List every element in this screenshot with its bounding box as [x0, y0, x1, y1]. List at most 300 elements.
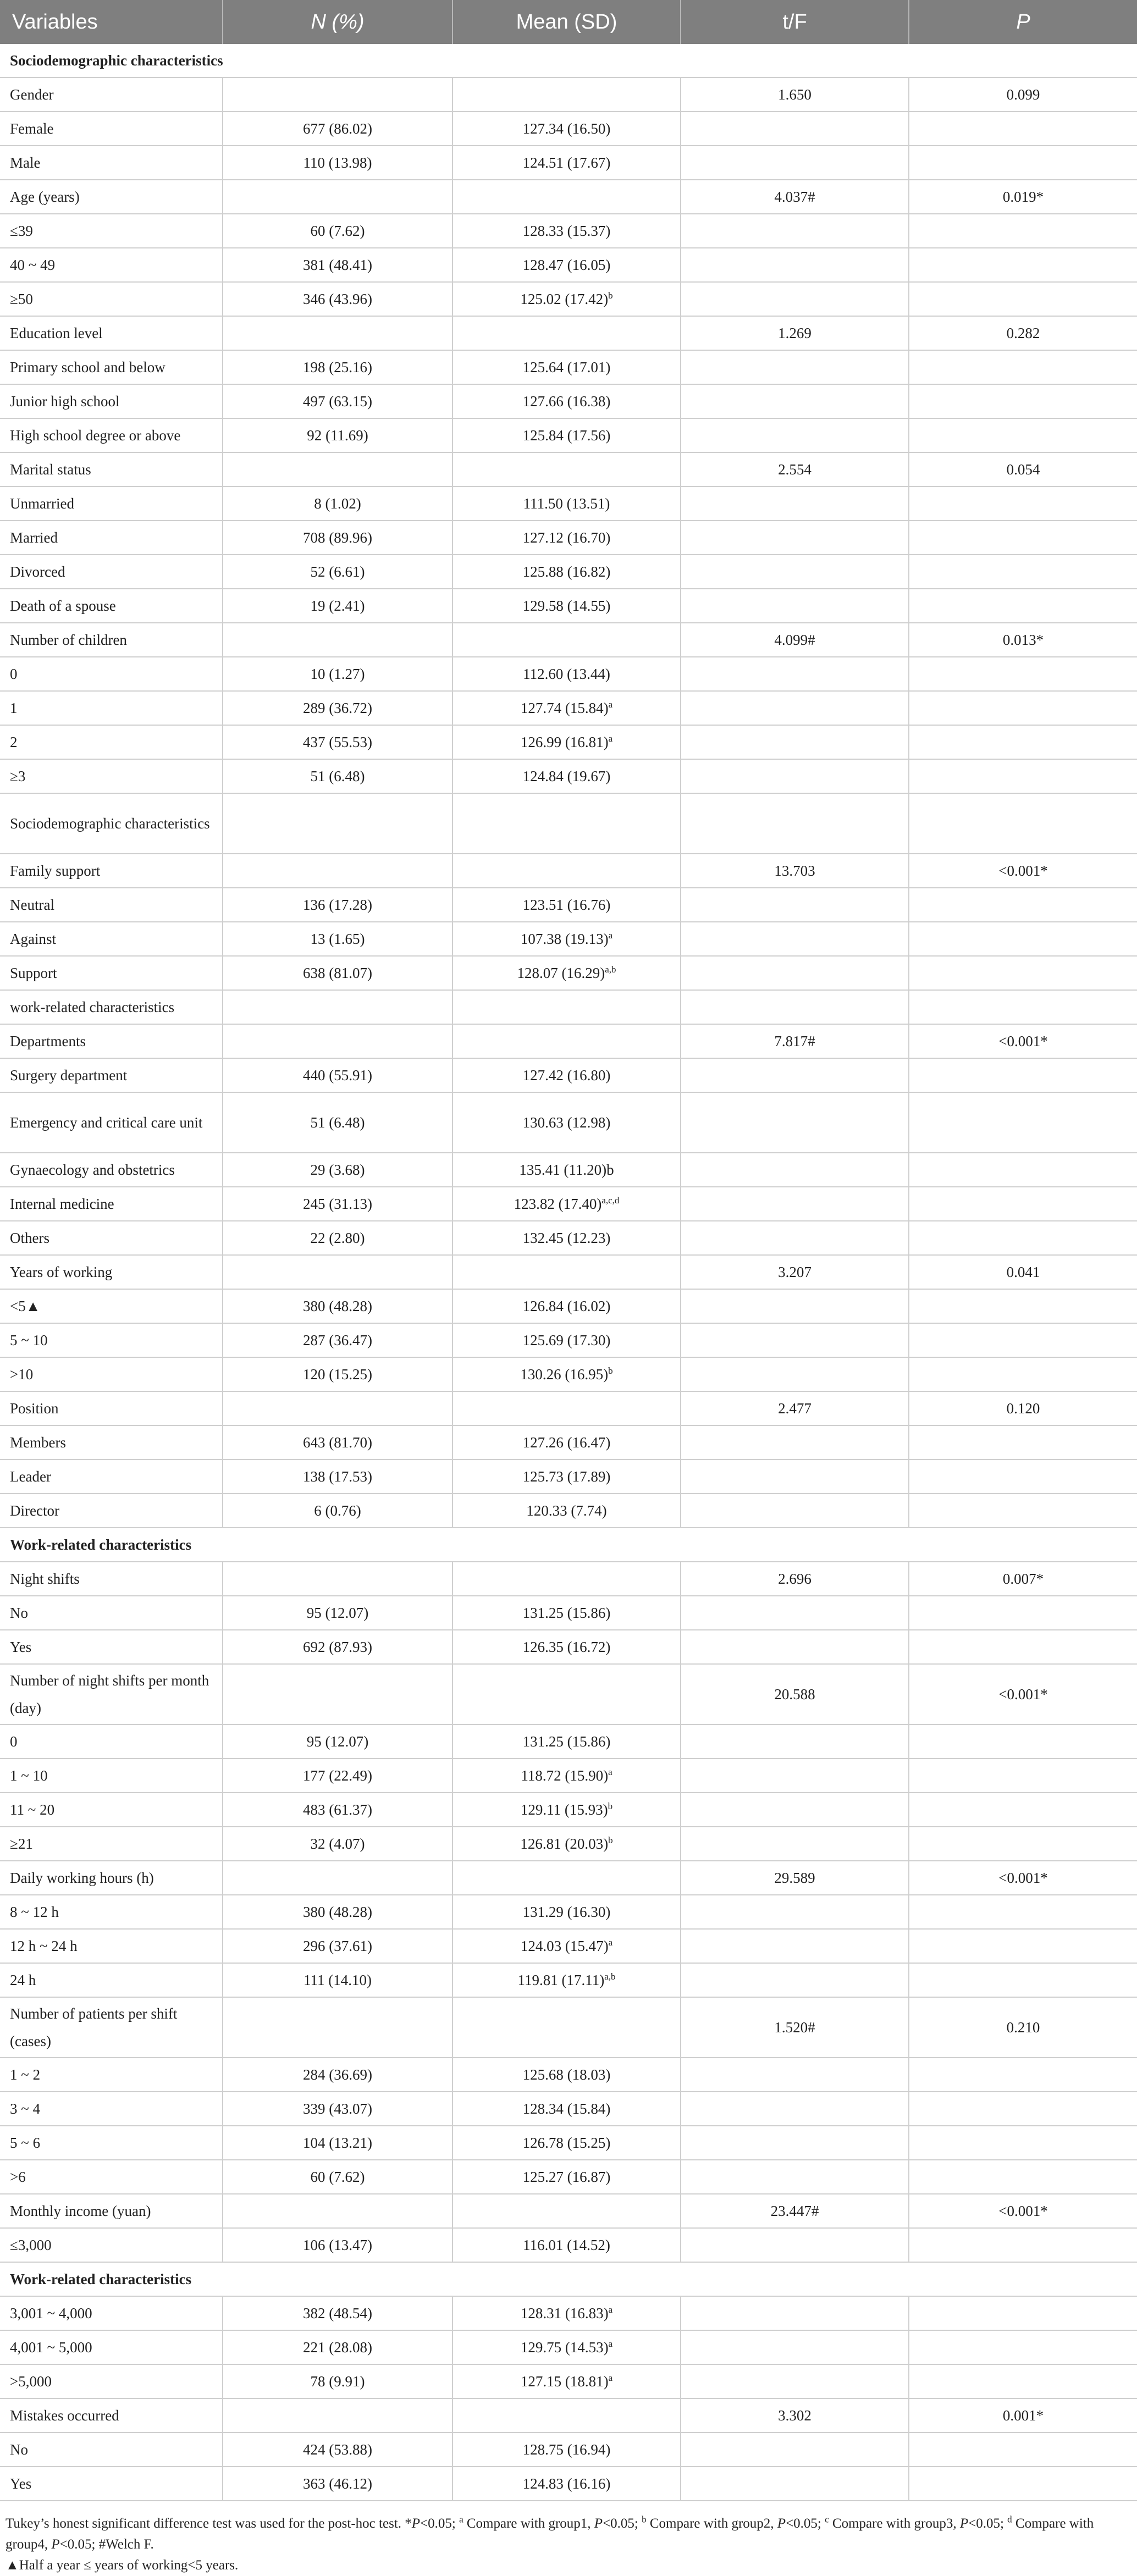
t-f-cell: [681, 1221, 909, 1255]
table-row: [0, 180, 1137, 214]
variable-cell: 3,001 ~ 4,000: [0, 2296, 223, 2330]
mean-sd-cell: [452, 2058, 681, 2092]
mean-sd-value: 126.99 (16.81): [520, 734, 609, 750]
posthoc-superscript: a: [608, 733, 613, 744]
table-row: [0, 44, 1137, 78]
variable-cell: Female: [0, 112, 223, 146]
p-value-cell: [909, 2058, 1137, 2092]
variable-cell: ≥3: [0, 759, 223, 793]
mean-sd-cell: [452, 691, 681, 725]
variable-cell: 8 ~ 12 h: [0, 1895, 223, 1929]
variable-cell: Monthly income (yuan): [0, 2194, 223, 2228]
table-row: [0, 1562, 1137, 1596]
p-value-cell: [909, 1793, 1137, 1827]
section-heading: Sociodemographic characteristics: [0, 44, 1137, 78]
mean-sd-cell: [452, 1759, 681, 1793]
t-f-cell: [681, 384, 909, 418]
t-f-cell: [681, 555, 909, 589]
t-f-cell: [681, 1929, 909, 1963]
mean-sd-cell: [452, 623, 681, 657]
t-f-cell: [681, 2433, 909, 2467]
p-value-cell: [909, 112, 1137, 146]
mean-sd-value: 127.15 (18.81): [520, 2373, 609, 2390]
variable-cell: Departments: [0, 1024, 223, 1058]
variable-cell: 0: [0, 657, 223, 691]
mean-sd-cell: [452, 1963, 681, 1997]
variable-cell: Male: [0, 146, 223, 180]
p-value-cell: <0.001*: [909, 1861, 1137, 1895]
table-row: [0, 521, 1137, 555]
p-value-cell: [909, 990, 1137, 1024]
mean-sd-value: 120.33 (7.74): [526, 1502, 607, 1519]
n-percent-cell: [223, 854, 452, 888]
mean-sd-cell: [452, 2467, 681, 2501]
p-value-cell: [909, 1357, 1137, 1391]
n-percent-cell: 51 (6.48): [223, 759, 452, 793]
table-row: [0, 555, 1137, 589]
p-value-cell: [909, 793, 1137, 854]
variable-cell: Leader: [0, 1460, 223, 1494]
variable-cell: Surgery department: [0, 1058, 223, 1092]
mean-sd-cell: [452, 452, 681, 487]
mean-sd-value: 130.63 (12.98): [522, 1114, 611, 1131]
table-row: [0, 1255, 1137, 1289]
t-f-cell: [681, 1596, 909, 1630]
table-row: [0, 759, 1137, 793]
table-row: [0, 793, 1137, 854]
p-value-cell: [909, 2433, 1137, 2467]
t-f-cell: 1.269: [681, 316, 909, 350]
mean-sd-cell: [452, 1255, 681, 1289]
mean-sd-value: 124.03 (15.47): [520, 1938, 609, 1954]
t-f-cell: [681, 990, 909, 1024]
table-row: [0, 1460, 1137, 1494]
n-percent-cell: [223, 1664, 452, 1724]
n-percent-cell: [223, 1024, 452, 1058]
mean-sd-value: 126.35 (16.72): [522, 1639, 611, 1655]
p-value-cell: [909, 282, 1137, 316]
t-f-cell: [681, 248, 909, 282]
variable-cell: Number of night shifts per month (day): [0, 1664, 223, 1724]
variable-cell: 2: [0, 725, 223, 759]
t-f-cell: [681, 1425, 909, 1460]
mean-sd-cell: [452, 418, 681, 452]
header-t-f: t/F: [681, 0, 909, 44]
t-f-cell: 1.650: [681, 78, 909, 112]
p-value-cell: [909, 2296, 1137, 2330]
p-value-cell: [909, 384, 1137, 418]
mean-sd-cell: [452, 1895, 681, 1929]
mean-sd-cell: [452, 1997, 681, 2058]
header-variables: Variables: [0, 0, 223, 44]
t-f-cell: [681, 1963, 909, 1997]
mean-sd-value: 128.33 (15.37): [522, 223, 611, 239]
variable-cell: Marital status: [0, 452, 223, 487]
n-percent-cell: 638 (81.07): [223, 956, 452, 990]
mean-sd-cell: [452, 214, 681, 248]
posthoc-superscript: b: [608, 1835, 613, 1845]
mean-sd-cell: [452, 1289, 681, 1323]
t-f-cell: [681, 1793, 909, 1827]
t-f-cell: [681, 888, 909, 922]
p-value-cell: [909, 1425, 1137, 1460]
n-percent-cell: 32 (4.07): [223, 1827, 452, 1861]
t-f-cell: [681, 1494, 909, 1528]
table-row: [0, 1963, 1137, 1997]
n-percent-cell: 52 (6.61): [223, 555, 452, 589]
mean-sd-cell: [452, 1092, 681, 1153]
n-percent-cell: 284 (36.69): [223, 2058, 452, 2092]
table-row: [0, 1187, 1137, 1221]
p-value-cell: [909, 2228, 1137, 2262]
table-row: [0, 589, 1137, 623]
p-value-cell: [909, 1827, 1137, 1861]
p-value-cell: [909, 1221, 1137, 1255]
mean-sd-cell: [452, 350, 681, 384]
mean-sd-value: 127.26 (16.47): [522, 1434, 611, 1451]
mean-sd-cell: [452, 1827, 681, 1861]
mean-sd-cell: [452, 1460, 681, 1494]
t-f-cell: 7.817#: [681, 1024, 909, 1058]
table-row: [0, 2228, 1137, 2262]
table-row: [0, 956, 1137, 990]
p-value-cell: <0.001*: [909, 1664, 1137, 1724]
variable-cell: 40 ~ 49: [0, 248, 223, 282]
mean-sd-cell: [452, 1058, 681, 1092]
mean-sd-cell: [452, 1664, 681, 1724]
n-percent-cell: [223, 452, 452, 487]
variable-cell: 12 h ~ 24 h: [0, 1929, 223, 1963]
mean-sd-value: 135.41 (11.20)b: [519, 1162, 614, 1178]
table-row: [0, 1024, 1137, 1058]
p-value-cell: [909, 248, 1137, 282]
p-value-cell: [909, 1289, 1137, 1323]
mean-sd-value: 127.66 (16.38): [522, 393, 611, 410]
t-f-cell: [681, 1153, 909, 1187]
n-percent-cell: 677 (86.02): [223, 112, 452, 146]
variable-cell: >6: [0, 2160, 223, 2194]
variable-cell: Gynaecology and obstetrics: [0, 1153, 223, 1187]
table-row: [0, 854, 1137, 888]
variable-cell: Gender: [0, 78, 223, 112]
table-row: [0, 1827, 1137, 1861]
mean-sd-value: 131.25 (15.86): [522, 1605, 611, 1621]
p-value-cell: [909, 487, 1137, 521]
t-f-cell: 2.554: [681, 452, 909, 487]
mean-sd-value: 129.75 (14.53): [520, 2339, 609, 2356]
n-percent-cell: 382 (48.54): [223, 2296, 452, 2330]
variable-cell: Unmarried: [0, 487, 223, 521]
mean-sd-value: 124.83 (16.16): [522, 2475, 611, 2492]
mean-sd-cell: [452, 2330, 681, 2364]
p-value-cell: [909, 1092, 1137, 1153]
mean-sd-cell: [452, 725, 681, 759]
table-row: [0, 146, 1137, 180]
mean-sd-value: 128.34 (15.84): [522, 2100, 611, 2117]
mean-sd-cell: [452, 854, 681, 888]
n-percent-cell: [223, 2194, 452, 2228]
p-value-cell: [909, 350, 1137, 384]
t-f-cell: [681, 1323, 909, 1357]
variable-cell: Number of children: [0, 623, 223, 657]
t-f-cell: 13.703: [681, 854, 909, 888]
n-percent-cell: 92 (11.69): [223, 418, 452, 452]
mean-sd-cell: [452, 2126, 681, 2160]
p-value-cell: [909, 2092, 1137, 2126]
t-f-cell: [681, 282, 909, 316]
posthoc-superscript: a,b: [605, 964, 616, 975]
n-percent-cell: 380 (48.28): [223, 1289, 452, 1323]
posthoc-superscript: a: [608, 930, 613, 941]
mean-sd-value: 128.07 (16.29): [517, 965, 605, 981]
mean-sd-cell: [452, 2160, 681, 2194]
variable-cell: work-related characteristics: [0, 990, 223, 1024]
t-f-cell: 20.588: [681, 1664, 909, 1724]
mean-sd-cell: [452, 1494, 681, 1528]
mean-sd-value: 126.84 (16.02): [522, 1298, 611, 1314]
t-f-cell: [681, 1058, 909, 1092]
table-row: [0, 1528, 1137, 1562]
table-row: [0, 2092, 1137, 2126]
t-f-cell: [681, 1187, 909, 1221]
table-row: [0, 2398, 1137, 2433]
mean-sd-cell: [452, 1024, 681, 1058]
mean-sd-cell: [452, 1221, 681, 1255]
header-n-percent: N (%): [223, 0, 452, 44]
variable-cell: Married: [0, 521, 223, 555]
n-percent-cell: 111 (14.10): [223, 1963, 452, 1997]
variable-cell: No: [0, 2433, 223, 2467]
t-f-cell: [681, 922, 909, 956]
n-percent-cell: 289 (36.72): [223, 691, 452, 725]
p-value-cell: [909, 888, 1137, 922]
mean-sd-cell: [452, 2296, 681, 2330]
posthoc-superscript: b: [608, 1801, 613, 1811]
table-row: [0, 112, 1137, 146]
variable-cell: 3 ~ 4: [0, 2092, 223, 2126]
table-row: [0, 316, 1137, 350]
n-percent-cell: 245 (31.13): [223, 1187, 452, 1221]
mean-sd-cell: [452, 2194, 681, 2228]
t-f-cell: [681, 793, 909, 854]
variable-cell: >10: [0, 1357, 223, 1391]
n-percent-cell: [223, 1997, 452, 2058]
table-row: [0, 1221, 1137, 1255]
t-f-cell: 2.477: [681, 1391, 909, 1425]
t-f-cell: 3.302: [681, 2398, 909, 2433]
mean-sd-cell: [452, 2364, 681, 2398]
mean-sd-value: 126.78 (15.25): [522, 2135, 611, 2151]
n-percent-cell: 424 (53.88): [223, 2433, 452, 2467]
table-row: [0, 922, 1137, 956]
n-percent-cell: 106 (13.47): [223, 2228, 452, 2262]
posthoc-superscript: a,c,d: [601, 1195, 620, 1206]
p-value-cell: 0.120: [909, 1391, 1137, 1425]
variable-cell: 1: [0, 691, 223, 725]
table-row: [0, 214, 1137, 248]
posthoc-superscript: a: [608, 1767, 612, 1777]
variable-cell: Junior high school: [0, 384, 223, 418]
n-percent-cell: [223, 78, 452, 112]
t-f-cell: [681, 487, 909, 521]
t-f-cell: [681, 214, 909, 248]
p-value-cell: [909, 1963, 1137, 1997]
table-row: [0, 350, 1137, 384]
mean-sd-cell: [452, 1187, 681, 1221]
variable-cell: Sociodemographic characteristics: [0, 793, 223, 854]
mean-sd-cell: [452, 922, 681, 956]
variable-cell: Position: [0, 1391, 223, 1425]
n-percent-cell: 95 (12.07): [223, 1724, 452, 1759]
variable-cell: 0: [0, 1724, 223, 1759]
posthoc-superscript: a: [608, 1937, 613, 1948]
n-percent-cell: 483 (61.37): [223, 1793, 452, 1827]
n-percent-cell: [223, 180, 452, 214]
variable-cell: Mistakes occurred: [0, 2398, 223, 2433]
variable-cell: 11 ~ 20: [0, 1793, 223, 1827]
variable-cell: 5 ~ 6: [0, 2126, 223, 2160]
mean-sd-cell: [452, 1357, 681, 1391]
t-f-cell: [681, 1827, 909, 1861]
t-f-cell: 4.099#: [681, 623, 909, 657]
posthoc-superscript: a: [608, 2373, 613, 2383]
mean-sd-cell: [452, 888, 681, 922]
mean-sd-cell: [452, 2228, 681, 2262]
mean-sd-cell: [452, 1323, 681, 1357]
variable-cell: Director: [0, 1494, 223, 1528]
t-f-cell: 23.447#: [681, 2194, 909, 2228]
posthoc-superscript: a: [608, 2304, 613, 2315]
table-row: [0, 623, 1137, 657]
mean-sd-cell: [452, 1425, 681, 1460]
variable-cell: Number of patients per shift (cases): [0, 1997, 223, 2058]
mean-sd-value: 125.68 (18.03): [522, 2066, 611, 2083]
mean-sd-value: 128.31 (16.83): [520, 2305, 609, 2321]
p-value-cell: [909, 1153, 1137, 1187]
n-percent-cell: 120 (15.25): [223, 1357, 452, 1391]
t-f-cell: [681, 2296, 909, 2330]
table-row: [0, 2194, 1137, 2228]
variable-cell: 4,001 ~ 5,000: [0, 2330, 223, 2364]
mean-sd-value: 111.50 (13.51): [523, 495, 610, 512]
n-percent-cell: [223, 316, 452, 350]
mean-sd-value: 129.58 (14.55): [522, 598, 611, 614]
n-percent-cell: 13 (1.65): [223, 922, 452, 956]
variable-cell: Primary school and below: [0, 350, 223, 384]
posthoc-superscript: b: [608, 290, 613, 301]
mean-sd-cell: [452, 1724, 681, 1759]
table-row: [0, 1997, 1137, 2058]
n-percent-cell: 287 (36.47): [223, 1323, 452, 1357]
t-f-cell: 3.207: [681, 1255, 909, 1289]
table-row: [0, 2433, 1137, 2467]
t-f-cell: [681, 2467, 909, 2501]
table-row: [0, 78, 1137, 112]
mean-sd-cell: [452, 956, 681, 990]
t-f-cell: [681, 112, 909, 146]
p-value-cell: [909, 2330, 1137, 2364]
table-row: [0, 1596, 1137, 1630]
t-f-cell: [681, 1895, 909, 1929]
p-value-cell: [909, 2160, 1137, 2194]
table-row: [0, 2330, 1137, 2364]
variable-cell: 1 ~ 10: [0, 1759, 223, 1793]
mean-sd-cell: [452, 793, 681, 854]
n-percent-cell: 708 (89.96): [223, 521, 452, 555]
header-mean-sd: Mean (SD): [452, 0, 681, 44]
t-f-cell: [681, 2160, 909, 2194]
table-row: [0, 1357, 1137, 1391]
mean-sd-value: 132.45 (12.23): [522, 1230, 611, 1246]
table-row: [0, 1494, 1137, 1528]
t-f-cell: [681, 759, 909, 793]
mean-sd-cell: [452, 282, 681, 316]
table-row: [0, 384, 1137, 418]
mean-sd-value: 126.81 (20.03): [520, 1836, 609, 1852]
t-f-cell: [681, 2330, 909, 2364]
mean-sd-value: 128.75 (16.94): [522, 2441, 611, 2458]
mean-sd-cell: [452, 1793, 681, 1827]
table-row: [0, 1724, 1137, 1759]
p-value-cell: 0.210: [909, 1997, 1137, 2058]
t-f-cell: [681, 2058, 909, 2092]
p-value-cell: [909, 589, 1137, 623]
mean-sd-value: 124.84 (19.67): [522, 768, 611, 784]
table-row: [0, 248, 1137, 282]
t-f-cell: 1.520#: [681, 1997, 909, 2058]
footnote-line-1: Tukey’s honest significant difference test was used for the post-hoc test. *P<0.05; $^a$ Compare with group1, P<0.05; $^b$ Compare with group2, P<0.05; $^c$ Compare with group3, P<0.05; $^d$ Compare with group4, P<0.05; #Welch F.: [5, 2514, 1094, 2552]
variable-cell: 5 ~ 10: [0, 1323, 223, 1357]
variable-cell: Education level: [0, 316, 223, 350]
variable-cell: Neutral: [0, 888, 223, 922]
mean-sd-value: 128.47 (16.05): [522, 257, 611, 273]
t-f-cell: [681, 1289, 909, 1323]
p-value-cell: [909, 725, 1137, 759]
table-row: [0, 1153, 1137, 1187]
variable-cell: Support: [0, 956, 223, 990]
t-f-cell: [681, 146, 909, 180]
n-percent-cell: 78 (9.91): [223, 2364, 452, 2398]
variable-cell: <5▲: [0, 1289, 223, 1323]
p-value-cell: [909, 1759, 1137, 1793]
table-row: [0, 725, 1137, 759]
table-row: [0, 2262, 1137, 2296]
table-row: [0, 888, 1137, 922]
variable-cell: Age (years): [0, 180, 223, 214]
mean-sd-value: 124.51 (17.67): [522, 154, 611, 171]
p-value-cell: [909, 1323, 1137, 1357]
variable-cell: Emergency and critical care unit: [0, 1092, 223, 1153]
variable-cell: Years of working: [0, 1255, 223, 1289]
mean-sd-value: 127.12 (16.70): [522, 529, 611, 546]
n-percent-cell: [223, 1562, 452, 1596]
p-value-cell: [909, 922, 1137, 956]
t-f-cell: 4.037#: [681, 180, 909, 214]
variable-cell: Divorced: [0, 555, 223, 589]
t-f-cell: [681, 725, 909, 759]
p-value-cell: <0.001*: [909, 2194, 1137, 2228]
mean-sd-value: 131.29 (16.30): [522, 1904, 611, 1920]
variable-cell: ≤3,000: [0, 2228, 223, 2262]
n-percent-cell: 221 (28.08): [223, 2330, 452, 2364]
mean-sd-value: 131.25 (15.86): [522, 1733, 611, 1750]
mean-sd-value: 125.88 (16.82): [522, 563, 611, 580]
mean-sd-cell: [452, 555, 681, 589]
p-value-cell: [909, 1895, 1137, 1929]
mean-sd-value: 112.60 (13.44): [523, 666, 610, 682]
table-row: [0, 1793, 1137, 1827]
table-row: [0, 418, 1137, 452]
